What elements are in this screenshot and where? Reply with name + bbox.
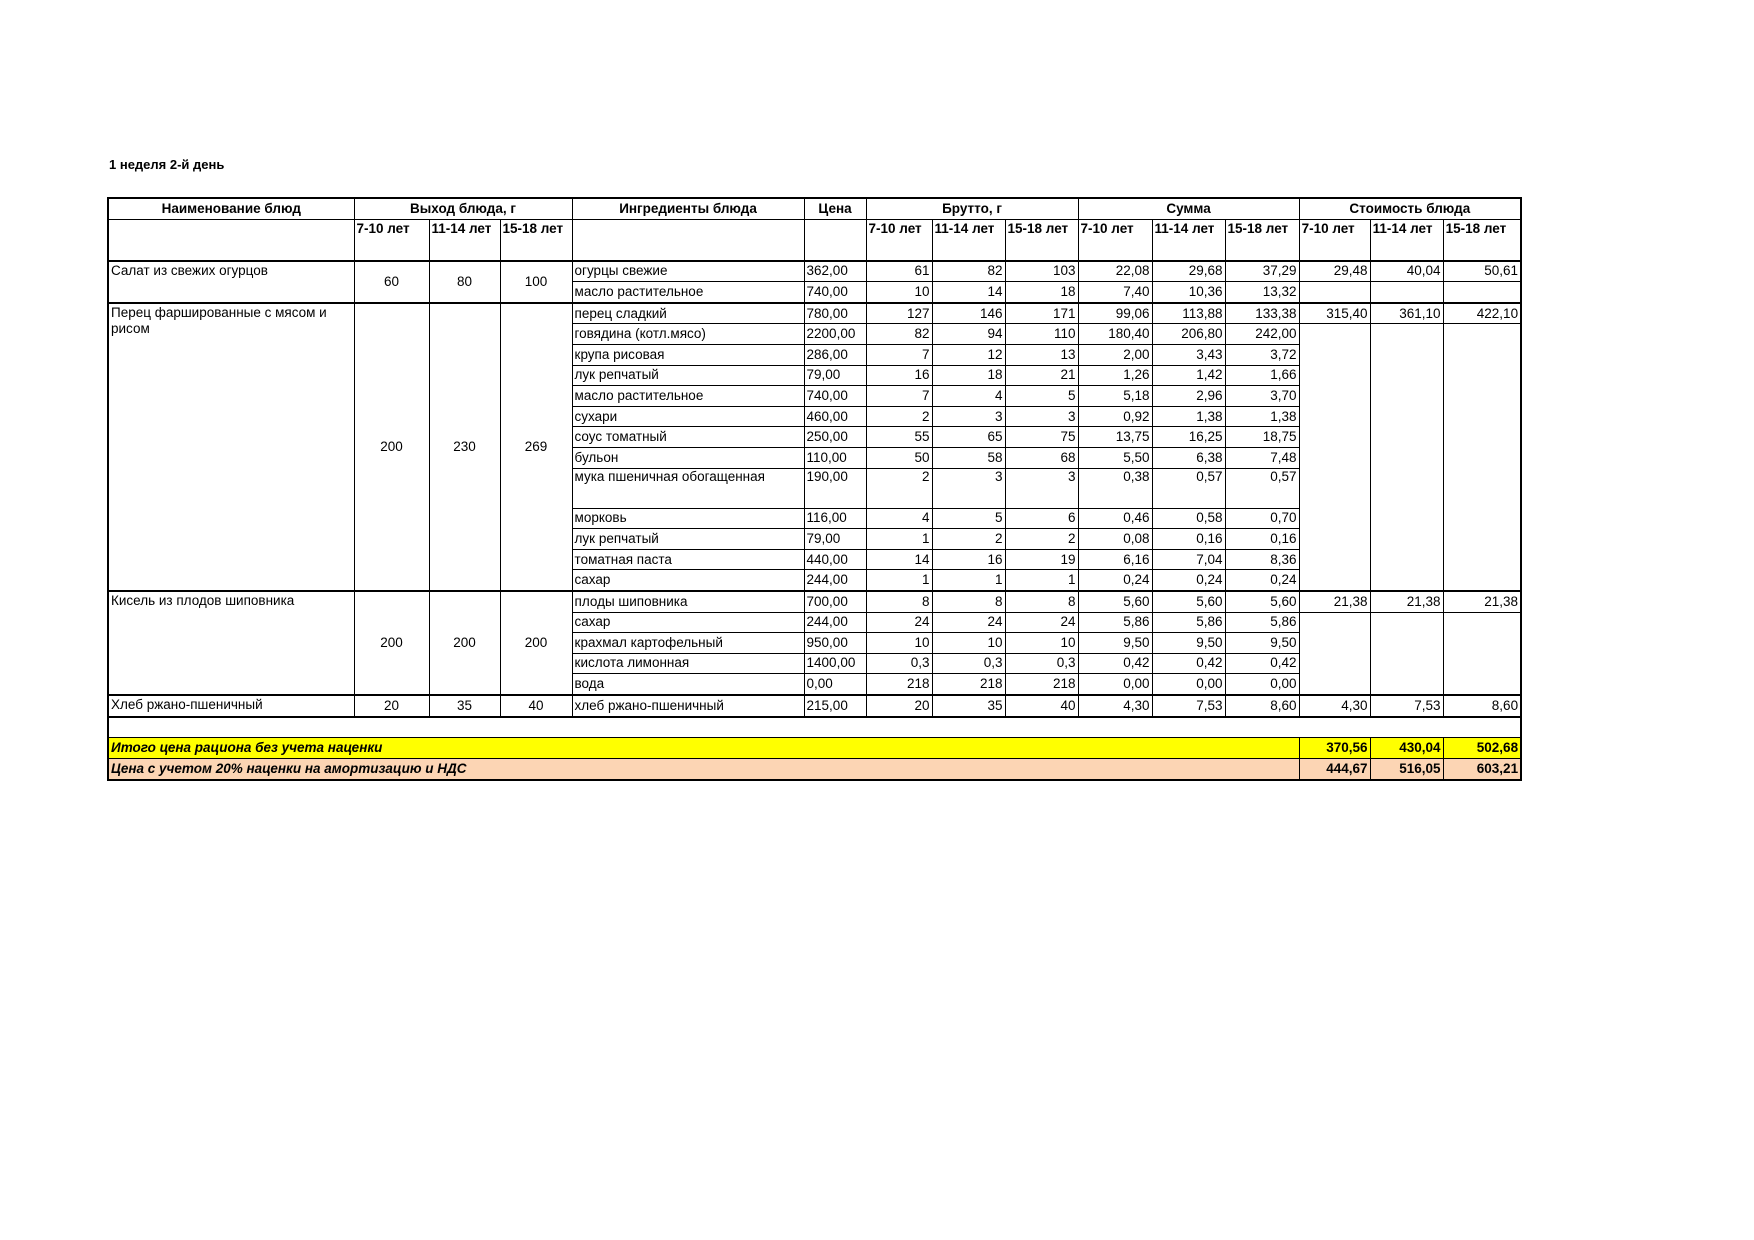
header-gross-age-3: 15-18 лет: [1005, 219, 1078, 261]
ingredient-sum-age-3: 37,29: [1225, 261, 1299, 282]
ingredient-name: мука пшеничная обогащенная: [572, 468, 804, 508]
ingredient-price: 286,00: [804, 344, 866, 365]
ingredient-sum-age-3: 7,48: [1225, 447, 1299, 468]
ingredient-gross-age-1: 2: [866, 468, 932, 508]
ingredient-name: масло растительное: [572, 386, 804, 407]
ingredient-price: 1400,00: [804, 653, 866, 674]
ingredient-gross-age-3: 3: [1005, 406, 1078, 427]
dish-cost-age-2: 361,10: [1370, 303, 1443, 324]
ingredient-gross-age-3: 218: [1005, 674, 1078, 695]
dish-cost-blank: [1370, 324, 1443, 591]
ingredient-gross-age-1: 7: [866, 386, 932, 407]
ingredient-sum-age-1: 0,92: [1078, 406, 1152, 427]
ingredient-price: 244,00: [804, 570, 866, 591]
ingredient-name: хлеб ржано-пшеничный: [572, 695, 804, 718]
header-sum-age-3: 15-18 лет: [1225, 219, 1299, 261]
ingredient-sum-age-3: 0,57: [1225, 468, 1299, 508]
ingredient-gross-age-2: 3: [932, 468, 1005, 508]
ingredient-sum-age-1: 0,00: [1078, 674, 1152, 695]
dish-cost-age-3: 8,60: [1443, 695, 1521, 718]
ingredient-sum-age-1: 4,30: [1078, 695, 1152, 718]
ingredient-name: огурцы свежие: [572, 261, 804, 282]
ingredient-gross-age-3: 68: [1005, 447, 1078, 468]
ingredient-sum-age-3: 3,70: [1225, 386, 1299, 407]
ingredient-price: 79,00: [804, 365, 866, 386]
total-value-age-2: 516,05: [1370, 759, 1443, 780]
dish-yield-age-2: 80: [429, 261, 500, 303]
ingredient-gross-age-3: 75: [1005, 427, 1078, 448]
ingredient-gross-age-2: 14: [932, 282, 1005, 303]
dish-name: Салат из свежих огурцов: [108, 261, 354, 303]
ingredient-name: сахар: [572, 570, 804, 591]
header-row-1: [108, 198, 1521, 219]
ingredient-gross-age-3: 40: [1005, 695, 1078, 718]
dish-cost-age-1: 21,38: [1299, 591, 1370, 612]
ingredient-sum-age-3: 5,60: [1225, 591, 1299, 612]
ingredient-sum-age-1: 5,50: [1078, 447, 1152, 468]
ingredient-gross-age-3: 1: [1005, 570, 1078, 591]
ingredient-gross-age-1: 50: [866, 447, 932, 468]
ingredient-price: 250,00: [804, 427, 866, 448]
total-value-age-1: 370,56: [1299, 738, 1370, 759]
ingredient-gross-age-2: 18: [932, 365, 1005, 386]
ingredient-gross-age-1: 0,3: [866, 653, 932, 674]
ingredient-price: 110,00: [804, 447, 866, 468]
header-row-2: [108, 219, 1521, 261]
ingredient-gross-age-1: 10: [866, 282, 932, 303]
ingredient-name: кислота лимонная: [572, 653, 804, 674]
dish-cost-age-1: 29,48: [1299, 261, 1370, 282]
ingredient-gross-age-1: 24: [866, 612, 932, 633]
ingredient-gross-age-1: 218: [866, 674, 932, 695]
ingredient-gross-age-3: 13: [1005, 344, 1078, 365]
ingredient-name: бульон: [572, 447, 804, 468]
dish-cost-age-3: 422,10: [1443, 303, 1521, 324]
ingredient-gross-age-3: 110: [1005, 324, 1078, 345]
ingredient-name: вода: [572, 674, 804, 695]
ingredient-sum-age-3: 18,75: [1225, 427, 1299, 448]
ingredient-gross-age-2: 8: [932, 591, 1005, 612]
ingredient-price: 215,00: [804, 695, 866, 718]
ingredient-name: морковь: [572, 508, 804, 529]
ingredient-gross-age-1: 1: [866, 570, 932, 591]
ingredient-sum-age-2: 0,58: [1152, 508, 1225, 529]
dish-cost-age-2: 21,38: [1370, 591, 1443, 612]
dish-name: Перец фаршированные с мясом и рисом: [108, 303, 354, 591]
dish-yield-age-1: 60: [354, 261, 429, 303]
ingredient-sum-age-3: 8,36: [1225, 549, 1299, 570]
ingredient-sum-age-2: 1,42: [1152, 365, 1225, 386]
ingredient-sum-age-2: 3,43: [1152, 344, 1225, 365]
dish-cost-blank: [1370, 282, 1443, 303]
ingredient-gross-age-3: 10: [1005, 633, 1078, 654]
ingredient-price: 440,00: [804, 549, 866, 570]
header-yield-age-2: 11-14 лет: [429, 219, 500, 261]
header-gross-age-1: 7-10 лет: [866, 219, 932, 261]
total-value-age-1: 444,67: [1299, 759, 1370, 780]
ingredient-sum-age-1: 2,00: [1078, 344, 1152, 365]
ingredient-gross-age-2: 2: [932, 529, 1005, 550]
ingredient-gross-age-3: 6: [1005, 508, 1078, 529]
ingredient-gross-age-2: 58: [932, 447, 1005, 468]
ingredient-name: соус томатный: [572, 427, 804, 448]
ingredient-gross-age-2: 0,3: [932, 653, 1005, 674]
dish-yield-age-3: 269: [500, 303, 572, 591]
ingredient-name: перец сладкий: [572, 303, 804, 324]
ingredient-sum-age-3: 0,42: [1225, 653, 1299, 674]
dish-name: Хлеб ржано-пшеничный: [108, 695, 354, 718]
ingredient-sum-age-3: 3,72: [1225, 344, 1299, 365]
ingredient-sum-age-1: 5,60: [1078, 591, 1152, 612]
ingredient-sum-age-2: 0,16: [1152, 529, 1225, 550]
ingredient-sum-age-1: 5,86: [1078, 612, 1152, 633]
total-value-age-3: 603,21: [1443, 759, 1521, 780]
ingredient-gross-age-1: 8: [866, 591, 932, 612]
header-price: Цена: [804, 198, 866, 219]
ingredient-sum-age-3: 0,00: [1225, 674, 1299, 695]
ingredient-sum-age-1: 99,06: [1078, 303, 1152, 324]
ingredient-gross-age-1: 55: [866, 427, 932, 448]
ingredient-sum-age-3: 13,32: [1225, 282, 1299, 303]
ingredient-gross-age-3: 18: [1005, 282, 1078, 303]
ingredient-price: 780,00: [804, 303, 866, 324]
ingredient-sum-age-2: 29,68: [1152, 261, 1225, 282]
ingredient-sum-age-3: 8,60: [1225, 695, 1299, 718]
ingredient-sum-age-2: 5,86: [1152, 612, 1225, 633]
dish-yield-age-2: 35: [429, 695, 500, 718]
ingredient-sum-age-2: 0,00: [1152, 674, 1225, 695]
total-label: Итого цена рациона без учета наценки: [108, 738, 1299, 759]
ingredient-price: 460,00: [804, 406, 866, 427]
ingredient-gross-age-1: 61: [866, 261, 932, 282]
dish-yield-age-1: 20: [354, 695, 429, 718]
ingredient-price: 740,00: [804, 386, 866, 407]
ingredient-gross-age-1: 10: [866, 633, 932, 654]
ingredient-gross-age-2: 146: [932, 303, 1005, 324]
ingredient-sum-age-2: 6,38: [1152, 447, 1225, 468]
ingredient-sum-age-1: 6,16: [1078, 549, 1152, 570]
dish-cost-blank: [1370, 612, 1443, 695]
ingredient-gross-age-2: 218: [932, 674, 1005, 695]
dish-cost-age-2: 7,53: [1370, 695, 1443, 718]
ingredient-sum-age-1: 0,42: [1078, 653, 1152, 674]
ingredient-price: 116,00: [804, 508, 866, 529]
ingredient-gross-age-2: 5: [932, 508, 1005, 529]
ingredient-gross-age-1: 16: [866, 365, 932, 386]
ingredient-gross-age-1: 1: [866, 529, 932, 550]
dish-cost-blank: [1443, 612, 1521, 695]
ingredient-sum-age-2: 7,04: [1152, 549, 1225, 570]
ingredient-sum-age-1: 0,08: [1078, 529, 1152, 550]
ingredient-sum-age-1: 0,38: [1078, 468, 1152, 508]
ingredient-gross-age-2: 82: [932, 261, 1005, 282]
total-value-age-3: 502,68: [1443, 738, 1521, 759]
dish-cost-blank: [1443, 282, 1521, 303]
dish-yield-age-1: 200: [354, 591, 429, 695]
ingredient-gross-age-1: 4: [866, 508, 932, 529]
header-yield: Выход блюда, г: [354, 198, 572, 219]
dish-cost-age-1: 315,40: [1299, 303, 1370, 324]
ingredient-sum-age-1: 13,75: [1078, 427, 1152, 448]
ingredient-gross-age-1: 82: [866, 324, 932, 345]
ingredient-gross-age-2: 35: [932, 695, 1005, 718]
header-yield-age-3: 15-18 лет: [500, 219, 572, 261]
dish-cost-age-3: 21,38: [1443, 591, 1521, 612]
ingredient-sum-age-2: 7,53: [1152, 695, 1225, 718]
ingredient-gross-age-3: 103: [1005, 261, 1078, 282]
ingredient-gross-age-2: 16: [932, 549, 1005, 570]
ingredient-gross-age-1: 2: [866, 406, 932, 427]
ingredient-sum-age-3: 0,16: [1225, 529, 1299, 550]
ingredient-name: плоды шиповника: [572, 591, 804, 612]
spacer-cell: [108, 717, 1521, 738]
header-gross-age-2: 11-14 лет: [932, 219, 1005, 261]
ingredient-sum-age-1: 180,40: [1078, 324, 1152, 345]
ingredient-gross-age-2: 65: [932, 427, 1005, 448]
ingredient-sum-age-2: 1,38: [1152, 406, 1225, 427]
dish-cost-blank: [1443, 324, 1521, 591]
ingredient-gross-age-3: 21: [1005, 365, 1078, 386]
ingredient-name: говядина (котл.мясо): [572, 324, 804, 345]
ingredient-gross-age-2: 10: [932, 633, 1005, 654]
ingredient-gross-age-3: 0,3: [1005, 653, 1078, 674]
ingredient-sum-age-1: 0,46: [1078, 508, 1152, 529]
table-row: [108, 303, 1521, 324]
ingredient-sum-age-3: 1,38: [1225, 406, 1299, 427]
ingredient-gross-age-1: 14: [866, 549, 932, 570]
header-cost-age-2: 11-14 лет: [1370, 219, 1443, 261]
ingredient-gross-age-3: 5: [1005, 386, 1078, 407]
table-row: [108, 695, 1521, 718]
ingredient-sum-age-2: 0,42: [1152, 653, 1225, 674]
dish-yield-age-1: 200: [354, 303, 429, 591]
ingredient-name: томатная паста: [572, 549, 804, 570]
header-cost-age-3: 15-18 лет: [1443, 219, 1521, 261]
header-sum: Сумма: [1078, 198, 1299, 219]
table-row: [108, 591, 1521, 612]
ingredient-price: 79,00: [804, 529, 866, 550]
dish-yield-age-2: 200: [429, 591, 500, 695]
menu-cost-table: [107, 197, 1522, 781]
header-gross: Брутто, г: [866, 198, 1078, 219]
total-row: [108, 738, 1521, 759]
ingredient-gross-age-1: 7: [866, 344, 932, 365]
dish-name: Кисель из плодов шиповника: [108, 591, 354, 695]
ingredient-sum-age-1: 7,40: [1078, 282, 1152, 303]
total-label: Цена с учетом 20% наценки на амортизацию и НДС: [108, 759, 1299, 780]
ingredient-gross-age-2: 1: [932, 570, 1005, 591]
ingredient-gross-age-3: 171: [1005, 303, 1078, 324]
ingredient-sum-age-3: 5,86: [1225, 612, 1299, 633]
table-row: [108, 261, 1521, 282]
ingredient-gross-age-3: 3: [1005, 468, 1078, 508]
ingredient-sum-age-3: 0,24: [1225, 570, 1299, 591]
ingredient-price: 740,00: [804, 282, 866, 303]
ingredient-sum-age-1: 1,26: [1078, 365, 1152, 386]
ingredient-price: 700,00: [804, 591, 866, 612]
ingredient-gross-age-3: 2: [1005, 529, 1078, 550]
header-sum-age-1: 7-10 лет: [1078, 219, 1152, 261]
ingredient-price: 0,00: [804, 674, 866, 695]
header-empty: [108, 219, 354, 261]
ingredient-sum-age-2: 113,88: [1152, 303, 1225, 324]
ingredient-sum-age-2: 2,96: [1152, 386, 1225, 407]
ingredient-gross-age-3: 19: [1005, 549, 1078, 570]
header-yield-age-1: 7-10 лет: [354, 219, 429, 261]
ingredient-gross-age-2: 12: [932, 344, 1005, 365]
dish-yield-age-3: 200: [500, 591, 572, 695]
ingredient-gross-age-2: 3: [932, 406, 1005, 427]
ingredient-gross-age-3: 8: [1005, 591, 1078, 612]
ingredient-gross-age-2: 94: [932, 324, 1005, 345]
dish-cost-age-1: 4,30: [1299, 695, 1370, 718]
header-dish-name: Наименование блюд: [108, 198, 354, 219]
total-value-age-2: 430,04: [1370, 738, 1443, 759]
ingredient-sum-age-2: 5,60: [1152, 591, 1225, 612]
ingredient-name: лук репчатый: [572, 365, 804, 386]
ingredient-sum-age-2: 16,25: [1152, 427, 1225, 448]
ingredient-sum-age-3: 242,00: [1225, 324, 1299, 345]
header-empty: [572, 219, 804, 261]
ingredient-sum-age-2: 0,24: [1152, 570, 1225, 591]
ingredient-sum-age-2: 9,50: [1152, 633, 1225, 654]
markup-total-row: [108, 759, 1521, 780]
dish-cost-age-3: 50,61: [1443, 261, 1521, 282]
ingredient-price: 362,00: [804, 261, 866, 282]
ingredient-sum-age-3: 9,50: [1225, 633, 1299, 654]
ingredient-name: крахмал картофельный: [572, 633, 804, 654]
page-title: 1 неделя 2-й день: [109, 157, 225, 172]
ingredient-sum-age-2: 10,36: [1152, 282, 1225, 303]
ingredient-price: 244,00: [804, 612, 866, 633]
dish-yield-age-3: 40: [500, 695, 572, 718]
ingredient-name: лук репчатый: [572, 529, 804, 550]
ingredient-price: 190,00: [804, 468, 866, 508]
ingredient-price: 2200,00: [804, 324, 866, 345]
dish-yield-age-2: 230: [429, 303, 500, 591]
header-sum-age-2: 11-14 лет: [1152, 219, 1225, 261]
ingredient-name: сахар: [572, 612, 804, 633]
dish-cost-age-2: 40,04: [1370, 261, 1443, 282]
dish-cost-blank: [1299, 612, 1370, 695]
ingredient-name: крупа рисовая: [572, 344, 804, 365]
dish-yield-age-3: 100: [500, 261, 572, 303]
ingredient-gross-age-2: 4: [932, 386, 1005, 407]
dish-cost-blank: [1299, 324, 1370, 591]
header-cost-age-1: 7-10 лет: [1299, 219, 1370, 261]
header-cost: Стоимость блюда: [1299, 198, 1521, 219]
ingredient-sum-age-1: 9,50: [1078, 633, 1152, 654]
dish-cost-blank: [1299, 282, 1370, 303]
header-empty: [804, 219, 866, 261]
ingredient-name: масло растительное: [572, 282, 804, 303]
ingredient-sum-age-3: 0,70: [1225, 508, 1299, 529]
ingredient-gross-age-1: 127: [866, 303, 932, 324]
ingredient-gross-age-1: 20: [866, 695, 932, 718]
ingredient-sum-age-1: 5,18: [1078, 386, 1152, 407]
spacer-row: [108, 717, 1521, 738]
ingredient-sum-age-2: 206,80: [1152, 324, 1225, 345]
ingredient-sum-age-3: 1,66: [1225, 365, 1299, 386]
ingredient-sum-age-1: 22,08: [1078, 261, 1152, 282]
ingredient-sum-age-3: 133,38: [1225, 303, 1299, 324]
ingredient-gross-age-2: 24: [932, 612, 1005, 633]
ingredient-name: сухари: [572, 406, 804, 427]
ingredient-sum-age-2: 0,57: [1152, 468, 1225, 508]
ingredient-sum-age-1: 0,24: [1078, 570, 1152, 591]
ingredient-price: 950,00: [804, 633, 866, 654]
header-ingredients: Ингредиенты блюда: [572, 198, 804, 219]
ingredient-gross-age-3: 24: [1005, 612, 1078, 633]
